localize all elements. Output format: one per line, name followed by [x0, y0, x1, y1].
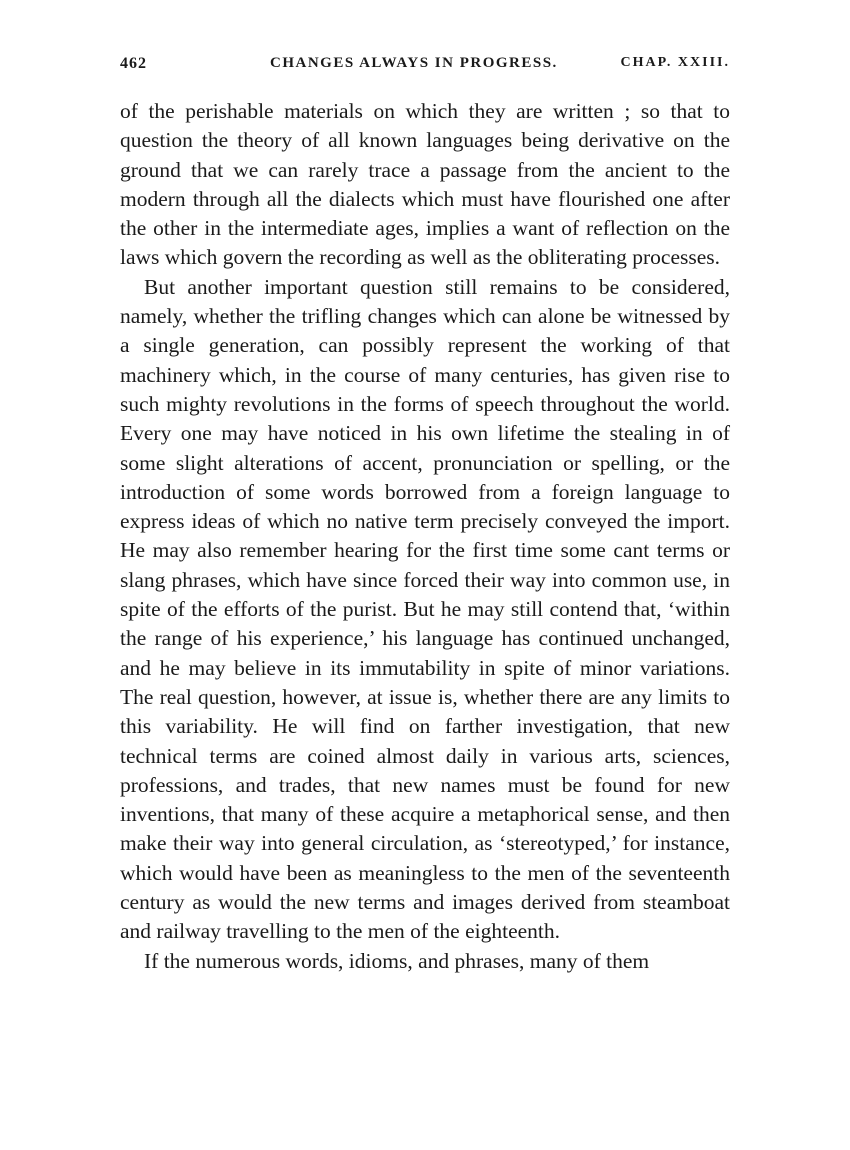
page-number: 462 — [120, 55, 147, 72]
book-page — [120, 55, 730, 976]
body-text — [120, 97, 730, 976]
paragraph: But another important question still remains to be considered, namely, whether the trifling changes which can alone be witnessed by a single generation, can possibly represent the working of that machinery which, in the course of many centuries, has given rise to such mighty revolutions in the forms of speech throughout the world. Every one may have noticed in his own lifetime the stealing in of some slight alterations of accent, pronunciation or spelling, or the introduction of some words borrowed from a foreign language to express ideas of which no native term precisely conveyed the import. He may also remember hearing for the first time some cant terms or slang phrases, which have since forced their way into common use, in spite of the efforts of the purist. But he may still contend that, ‘within the range of his experience,’ his language has continued unchanged, and he may believe in its immutability in spite of minor variations. The real question, however, at issue is, whether there are any limits to this variability. He will find on farther investigation, that new technical terms are coined almost daily in various arts, sciences, professions, and trades, that new names must be found for new inventions, that many of these acquire a metaphorical sense, and then make their way into general circulation, as ‘stereotyped,’ for instance, which would have been as meaningless to the men of the seventeenth century as would the new terms and images derived from steamboat and railway travelling to the men of the eighteenth. — [120, 274, 730, 944]
running-head — [120, 55, 730, 83]
running-title: CHANGES ALWAYS IN PROGRESS. — [270, 55, 558, 71]
paragraph-continued: of the perishable materials on which they are written ; so that to question the theory of all known languages being derivative on the ground that we can rarely trace a passage from the ancient to the modern through all the dialects which must have flourished one after the other in the intermediate ages, implies a want of reflection on the laws which govern the recording as well as the obliterating processes. — [120, 99, 730, 270]
chapter-label: CHAP. XXIII. — [620, 55, 730, 70]
paragraph: If the numerous words, idioms, and phrases, many of them — [144, 948, 650, 973]
